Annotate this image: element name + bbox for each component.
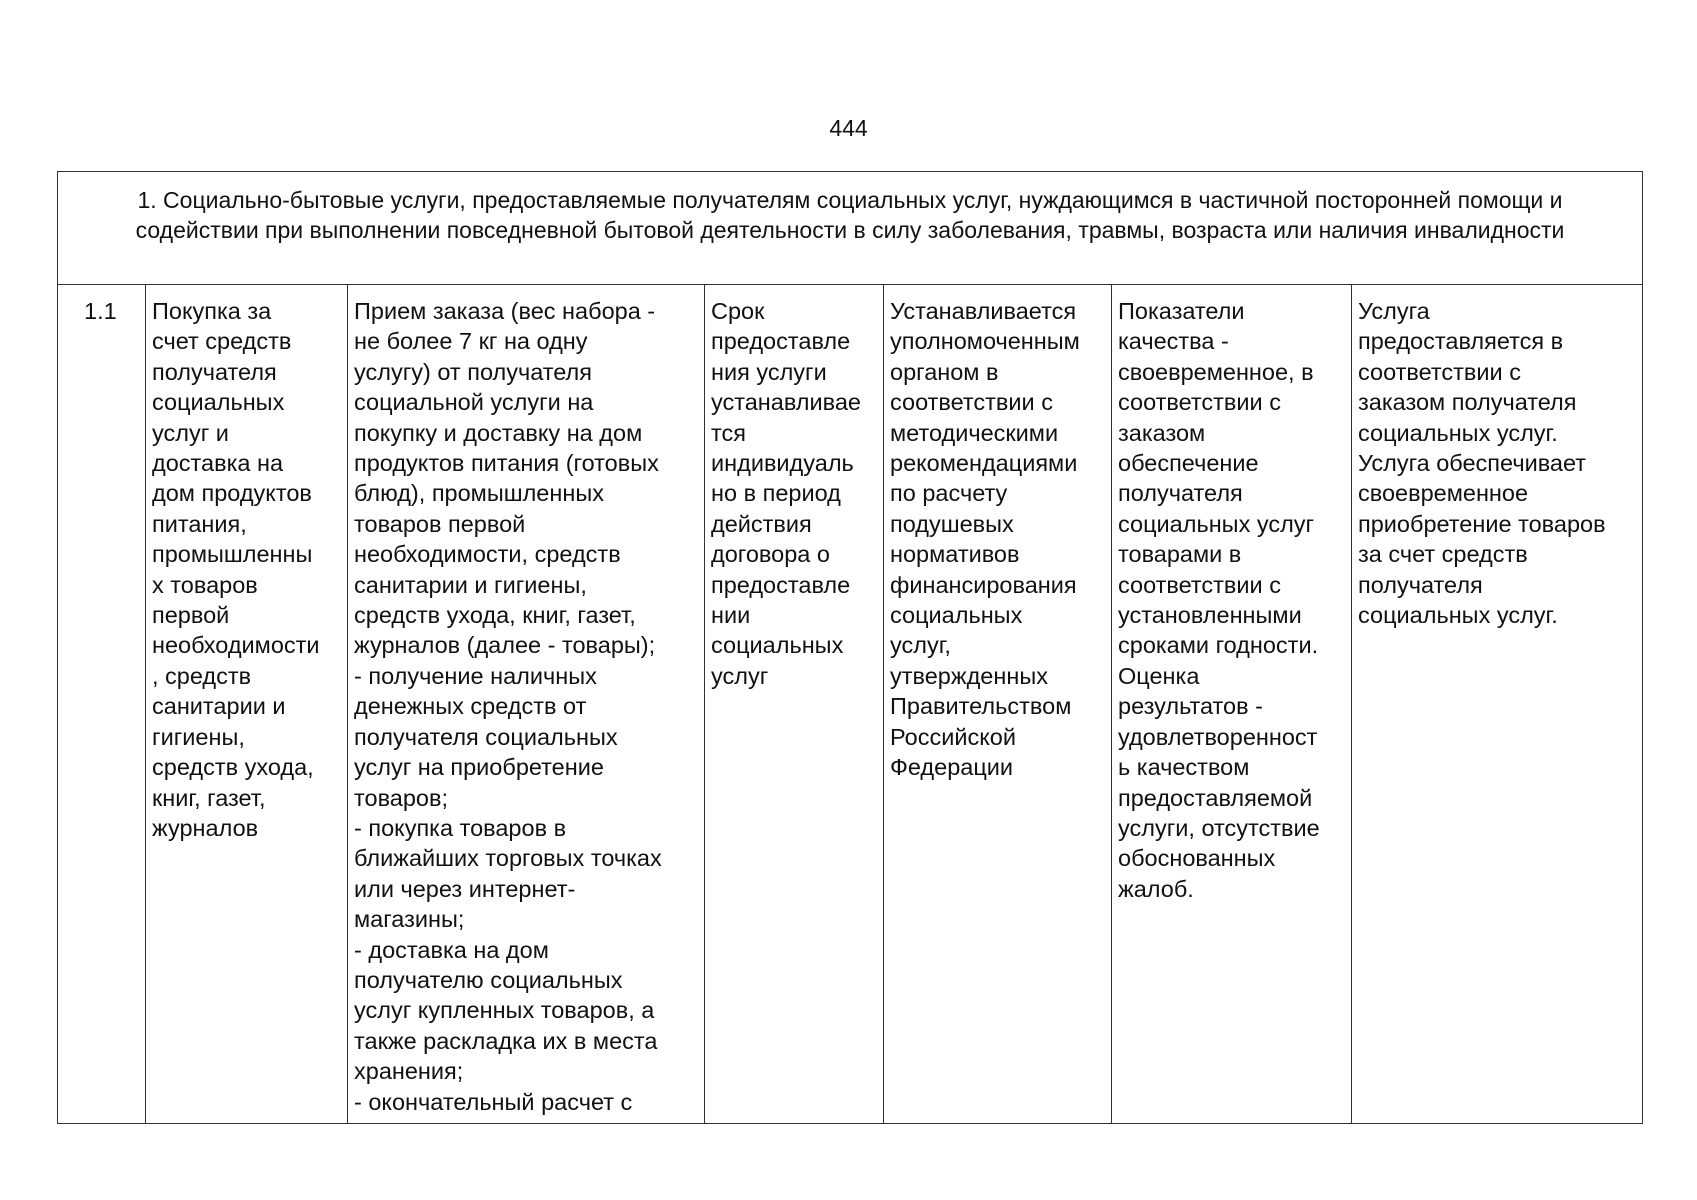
row-number-cell: 1.1 xyxy=(58,285,146,1123)
service-term-cell: Срок предоставле ния услуги устанавливае тся индивидуаль но в период действия договора о предоставле нии социальных услуг xyxy=(705,285,884,1123)
service-conditions-cell: Услуга предоставляется в соответствии с заказом получателя социальных услуг. Услуга обеспечивает своевременное приобретение товаров за счет средств получателя социальных услуг. xyxy=(1358,298,1606,629)
services-table xyxy=(57,171,1643,1124)
service-quality-cell: Показатели качества - своевременное, в соответствии с заказом обеспечение получателя социальных услуг товарами в соответствии с установленными сроками годности. Оценка результатов - удовлетворенност ь качеством предоставляемой услуги, отсутствие обоснованных жалоб. xyxy=(1112,285,1352,1123)
service-name-cell: Покупка за счет средств получателя социальных услуг и доставка на дом продуктов питания, промышленны х товаров первой необходимости , средств санитарии и гигиены, средств ухода, книг, газет, журналов xyxy=(146,285,348,1123)
service-description-cell: Прием заказа (вес набора - не более 7 кг на одну услугу) от получателя социальной услуги на покупку и доставку на дом продуктов питания (готовых блюд), промышленных товаров первой необходимости, средств санитарии и гигиены, средств ухода, книг, газет, журналов (далее - товары); - получение наличных денежных средств от получателя социальных услуг на приобретение товаров; - покупка товаров в ближайших торговых точках или через интернет- магазины; - доставка на дом получателю социальных услуг купленных товаров, а также раскладка их в места хранения; - окончательный расчет с xyxy=(348,285,705,1123)
section-header: 1. Социально-бытовые услуги, предоставляемые получателям социальных услуг, нуждающимся в частичной посторонней помощи и содействии при выполнении повседневной бытовой деятельности в силу заболевания, травмы, возраста или наличия инвалидности xyxy=(58,172,1642,285)
page-number: 444 xyxy=(829,115,868,141)
service-tariff-cell: Устанавливается уполномоченным органом в соответствии с методическими рекомендациями по расчету подушевых нормативов финансирования социальных услуг, утвержденных Правительством Российской Федерации xyxy=(884,285,1112,1123)
